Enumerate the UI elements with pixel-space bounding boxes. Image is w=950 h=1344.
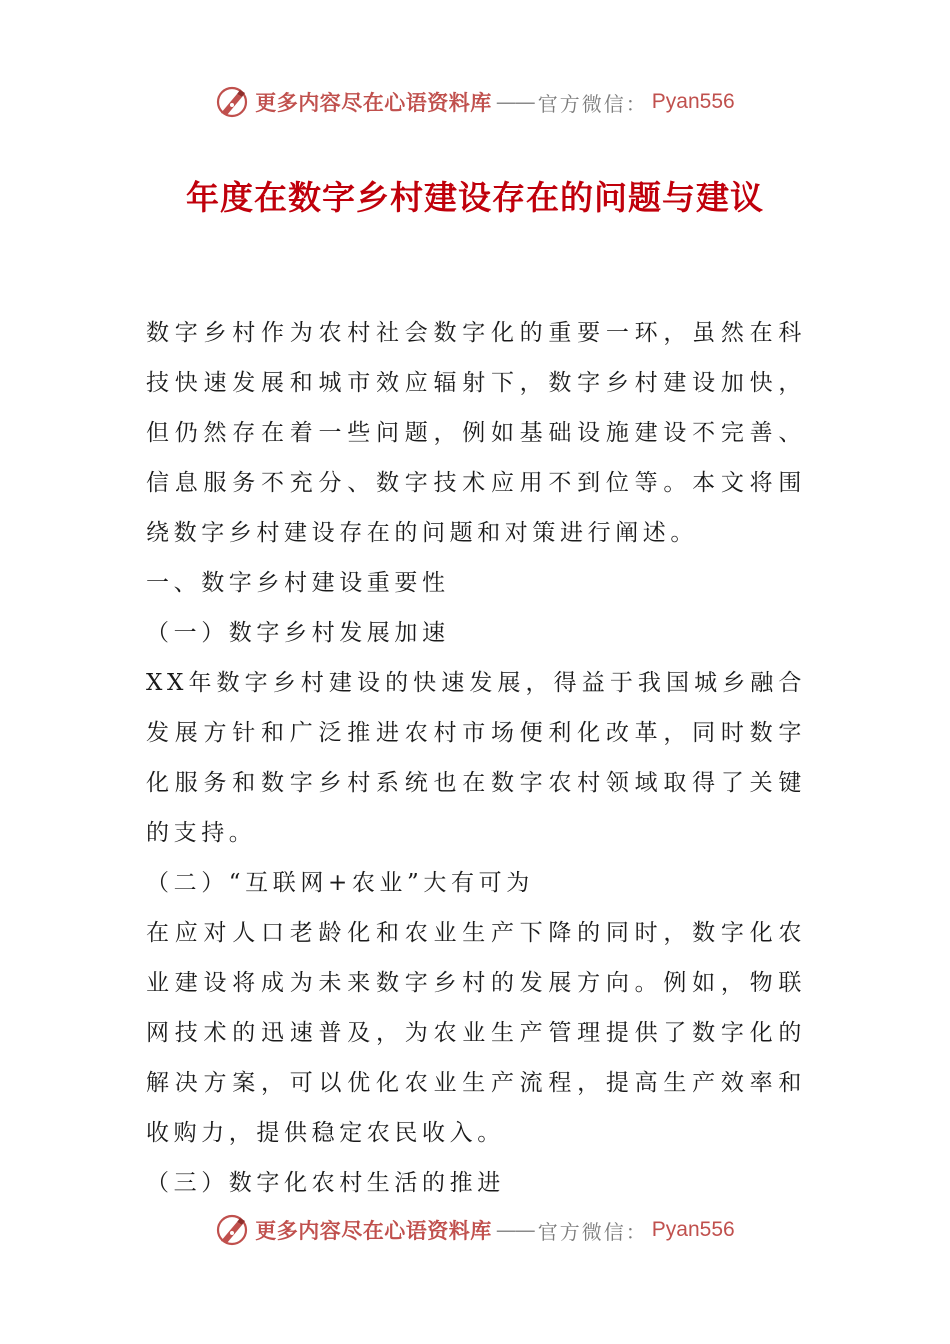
subsection-heading: （一）数字乡村发展加速 xyxy=(146,620,450,646)
pen-nib-logo-icon xyxy=(215,1213,249,1247)
banner-wechat-id: Pyan556 xyxy=(651,90,735,113)
banner-label: 官方微信： xyxy=(537,91,648,116)
document-body xyxy=(146,308,806,1208)
footer-banner xyxy=(0,1210,950,1250)
banner-text: 更多内容尽在心语资料库 xyxy=(255,90,492,115)
intro-paragraph: 数字乡村作为农村社会数字化的重要一环，虽然在科技快速发展和城市效应辐射下，数字乡村建设加快，但仍然存在着一些问题，例如基础设施建设不完善、信息服务不充分、数字技术应用不到位等。本文将围绕数字乡村建设存在的问题和对策进行阐述。 xyxy=(146,320,806,546)
section-heading: 一、数字乡村建设重要性 xyxy=(146,570,450,596)
body-paragraph: XX年数字乡村建设的快速发展，得益于我国城乡融合发展方针和广泛推进农村市场便利化改革，同时数字化服务和数字乡村系统也在数字农村领域取得了关键的支持。 xyxy=(146,670,806,846)
document-title: 年度在数字乡村建设存在的问题与建议 xyxy=(186,178,764,217)
body-paragraph: 在应对人口老龄化和农业生产下降的同时，数字化农业建设将成为未来数字乡村的发展方向。例如，物联网技术的迅速普及，为农业生产管理提供了数字化的解决方案，可以优化农业生产流程，提高生产效率和收购力，提供稳定农民收入。 xyxy=(146,920,806,1146)
banner-wechat-id: Pyan556 xyxy=(651,1218,735,1241)
header-banner xyxy=(0,82,950,122)
banner-label: 官方微信： xyxy=(537,1219,648,1244)
pen-nib-logo-icon xyxy=(215,85,249,119)
subsection-heading: （三）数字化农村生活的推进 xyxy=(146,1170,505,1196)
subsection-heading: （二）“互联网+农业”大有可为 xyxy=(146,870,534,896)
banner-dash: —— xyxy=(495,1218,534,1242)
banner-dash: —— xyxy=(495,90,534,114)
banner-text: 更多内容尽在心语资料库 xyxy=(255,1218,492,1243)
